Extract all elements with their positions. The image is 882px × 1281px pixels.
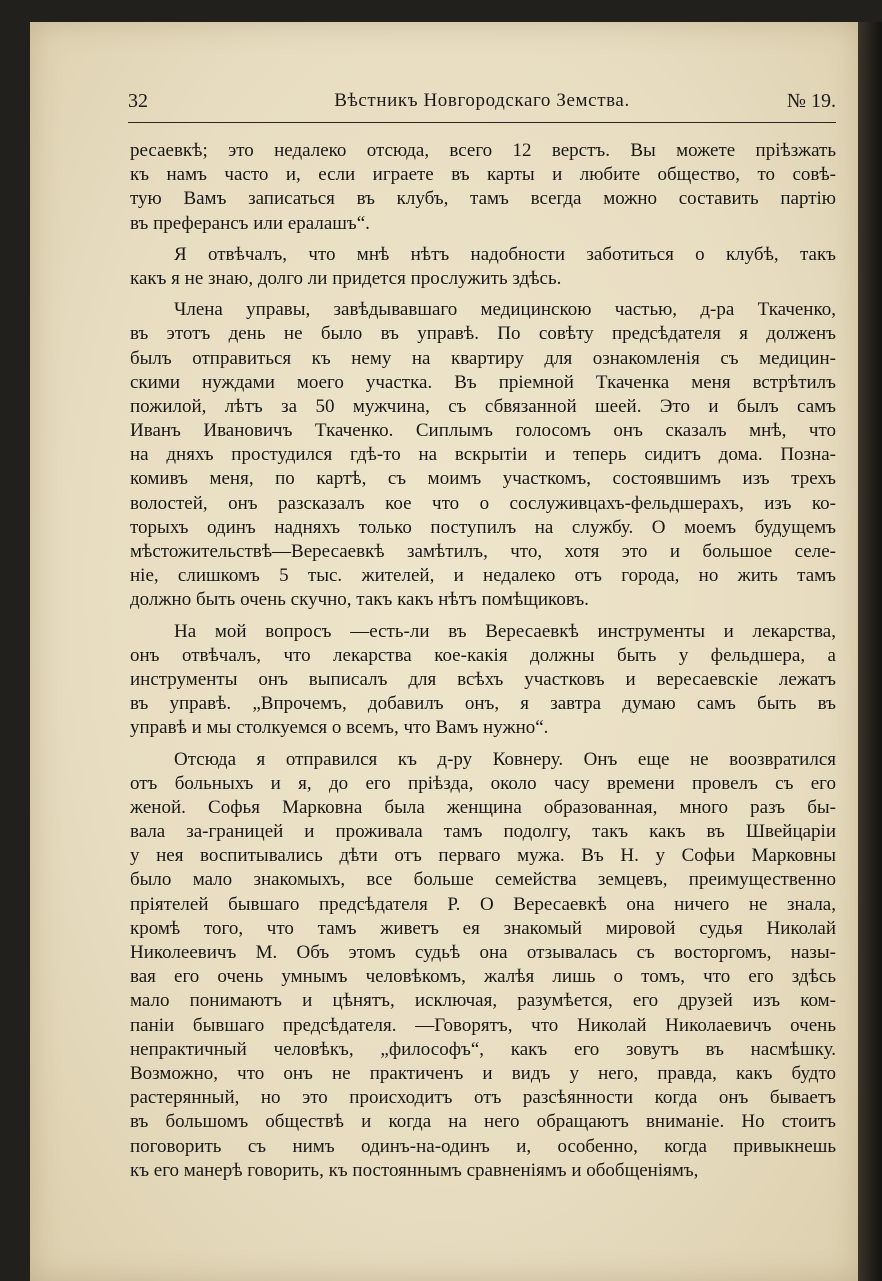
text-line: въ управѣ. „Впрочемъ, добавилъ онъ, я завтра думаю самъ быть въ [130,693,836,715]
paragraph [130,139,836,236]
text-line: тую Вамъ записаться въ клубъ, тамъ всегда можно составить партію [130,188,836,210]
text-line: комивъ меня, по картѣ, съ моимъ участкомъ, состоявшимъ изъ трехъ [130,468,836,490]
text-line: паніи бывшаго предсѣдателя. —Говорятъ, что Николай Николаевичъ очень [130,1014,836,1036]
running-head [128,90,836,118]
text-line: мѣстожительствѣ—Вересаевкѣ замѣтилъ, что, хотя это и большое селе- [130,541,836,562]
text-line: волостей, онъ разсказалъ кое что о сослуживцахъ-фельдшерахъ, изъ ко- [130,492,836,514]
text-line: Я отвѣчалъ, что мнѣ нѣтъ надобности заботиться о клубѣ, такъ [174,243,836,265]
paragraph [130,620,836,741]
paragraph [130,298,836,612]
text-line: скими нуждами моего участка. Въ пріемной Ткаченка меня встрѣтилъ [130,371,836,393]
text-line: кромѣ того, что тамъ живетъ ея знакомый мировой судья Николай [130,917,836,939]
text-line: былъ отправиться къ нему на квартиру для ознакомленія съ медицин- [130,347,836,369]
text-line: какъ я не знаю, долго ли придется прослужить здѣсь. [130,267,562,289]
paragraph-gap [130,236,836,243]
page-number: 32 [128,90,148,112]
text-line: торыхъ одинъ надняхъ только поступилъ на службу. О моемъ будущемъ [130,516,836,538]
text-line: Члена управы, завѣдывавшаго медицинскою частью, д-ра Ткаченко, [174,299,836,321]
paragraph-gap [130,741,836,748]
text-line: растерянный, но это происходитъ отъ разсѣянности когда онъ бываетъ [130,1087,836,1109]
text-line: Отсюда я отправился къ д-ру Ковнеру. Онъ еще не воозвратился [174,748,836,770]
text-line: въ большомъ обществѣ и когда на него обращаютъ вниманіе. Но стоитъ [130,1111,836,1133]
text-line: ніе, слишкомъ 5 тыс. жителей, и недалеко отъ города, но жить тамъ [130,565,836,587]
text-line: вала за-границей и проживала тамъ подолгу, такъ какъ въ Швейцаріи [130,821,836,843]
text-line: на дняхъ простудился гдѣ-то на вскрытіи и теперь сидитъ дома. Позна- [130,444,836,466]
text-line: инструменты онъ выписалъ для всѣхъ участковъ и вересаевскіе лежатъ [130,668,836,690]
text-line: Николеевичъ М. Объ этомъ судьѣ она отзывалась съ восторгомъ, назы- [130,942,836,963]
text-line: къ намъ часто и, если играете въ карты и любите общество, то совѣ- [130,164,836,186]
text-line: На мой вопросъ —есть-ли въ Вересаевкѣ инструменты и лекарства, [174,620,836,642]
text-line: должно быть очень скучно, такъ какъ нѣтъ помѣщиковъ. [130,589,589,611]
text-line: управѣ и мы столкуемся о всемъ, что Вамъ нужно“. [130,717,549,739]
paragraph [130,748,836,1183]
text-line: непрактичный человѣкъ, „философъ“, какъ его зовутъ въ насмѣшку. [130,1038,836,1060]
text-line: вая его очень умнымъ человѣкомъ, жалѣя лишь о томъ, что его здѣсь [130,966,836,988]
journal-title: Вѣстникъ Новгородскаго Земства. [334,90,630,111]
text-line: Возможно, что онъ не практиченъ и видъ у него, правда, какъ будто [130,1062,836,1084]
text-line: мало понимаютъ и цѣнятъ, исключая, разумѣется, его друзей изъ ком- [130,990,836,1012]
text-line: у нея воспитывались дѣти отъ перваго мужа. Въ Н. у Софьи Марковны [130,845,836,867]
adjacent-page-edge [858,22,882,1281]
text-line: Иванъ Ивановичъ Ткаченко. Сиплымъ голосомъ онъ сказалъ мнѣ, что [130,420,836,442]
text-line: отъ больныхъ и я, до его пріѣзда, около часу времени провелъ съ его [130,772,836,794]
paragraph [130,243,836,291]
header-rule [128,122,836,123]
text-line: женой. Софья Марковна была женщина образованная, много разъ бы- [130,796,836,818]
text-line: пріятелей бывшаго предсѣдателя Р. О Вересаевкѣ она ничего не знала, [130,893,836,915]
text-line: къ его манерѣ говорить, къ постояннымъ сравненіямъ и обобщеніямъ, [130,1159,699,1181]
text-line: было мало знакомыхъ, все больше семейства земцевъ, преимущественно [130,869,836,891]
issue-number: № 19. [786,90,836,112]
text-line: поговорить съ нимъ одинъ-на-одинъ и, особенно, когда привыкнешь [130,1135,836,1157]
paragraph-gap [130,613,836,620]
paragraph-gap [130,291,836,298]
text-line: ресаевкѣ; это недалеко отсюда, всего 12 верстъ. Вы можете пріѣзжать [130,140,836,161]
text-line: въ этотъ день не было въ управѣ. По совѣту предсѣдателя я долженъ [130,323,836,345]
text-line: онъ отвѣчалъ, что лекарства кое-какія должны быть у фельдшера, а [130,644,836,666]
article-body [130,139,836,1183]
text-line: пожилой, лѣтъ за 50 мужчина, съ сбвязанной шеей. Это и былъ самъ [130,395,836,417]
text-line: въ преферансъ или ералашъ“. [130,212,370,234]
